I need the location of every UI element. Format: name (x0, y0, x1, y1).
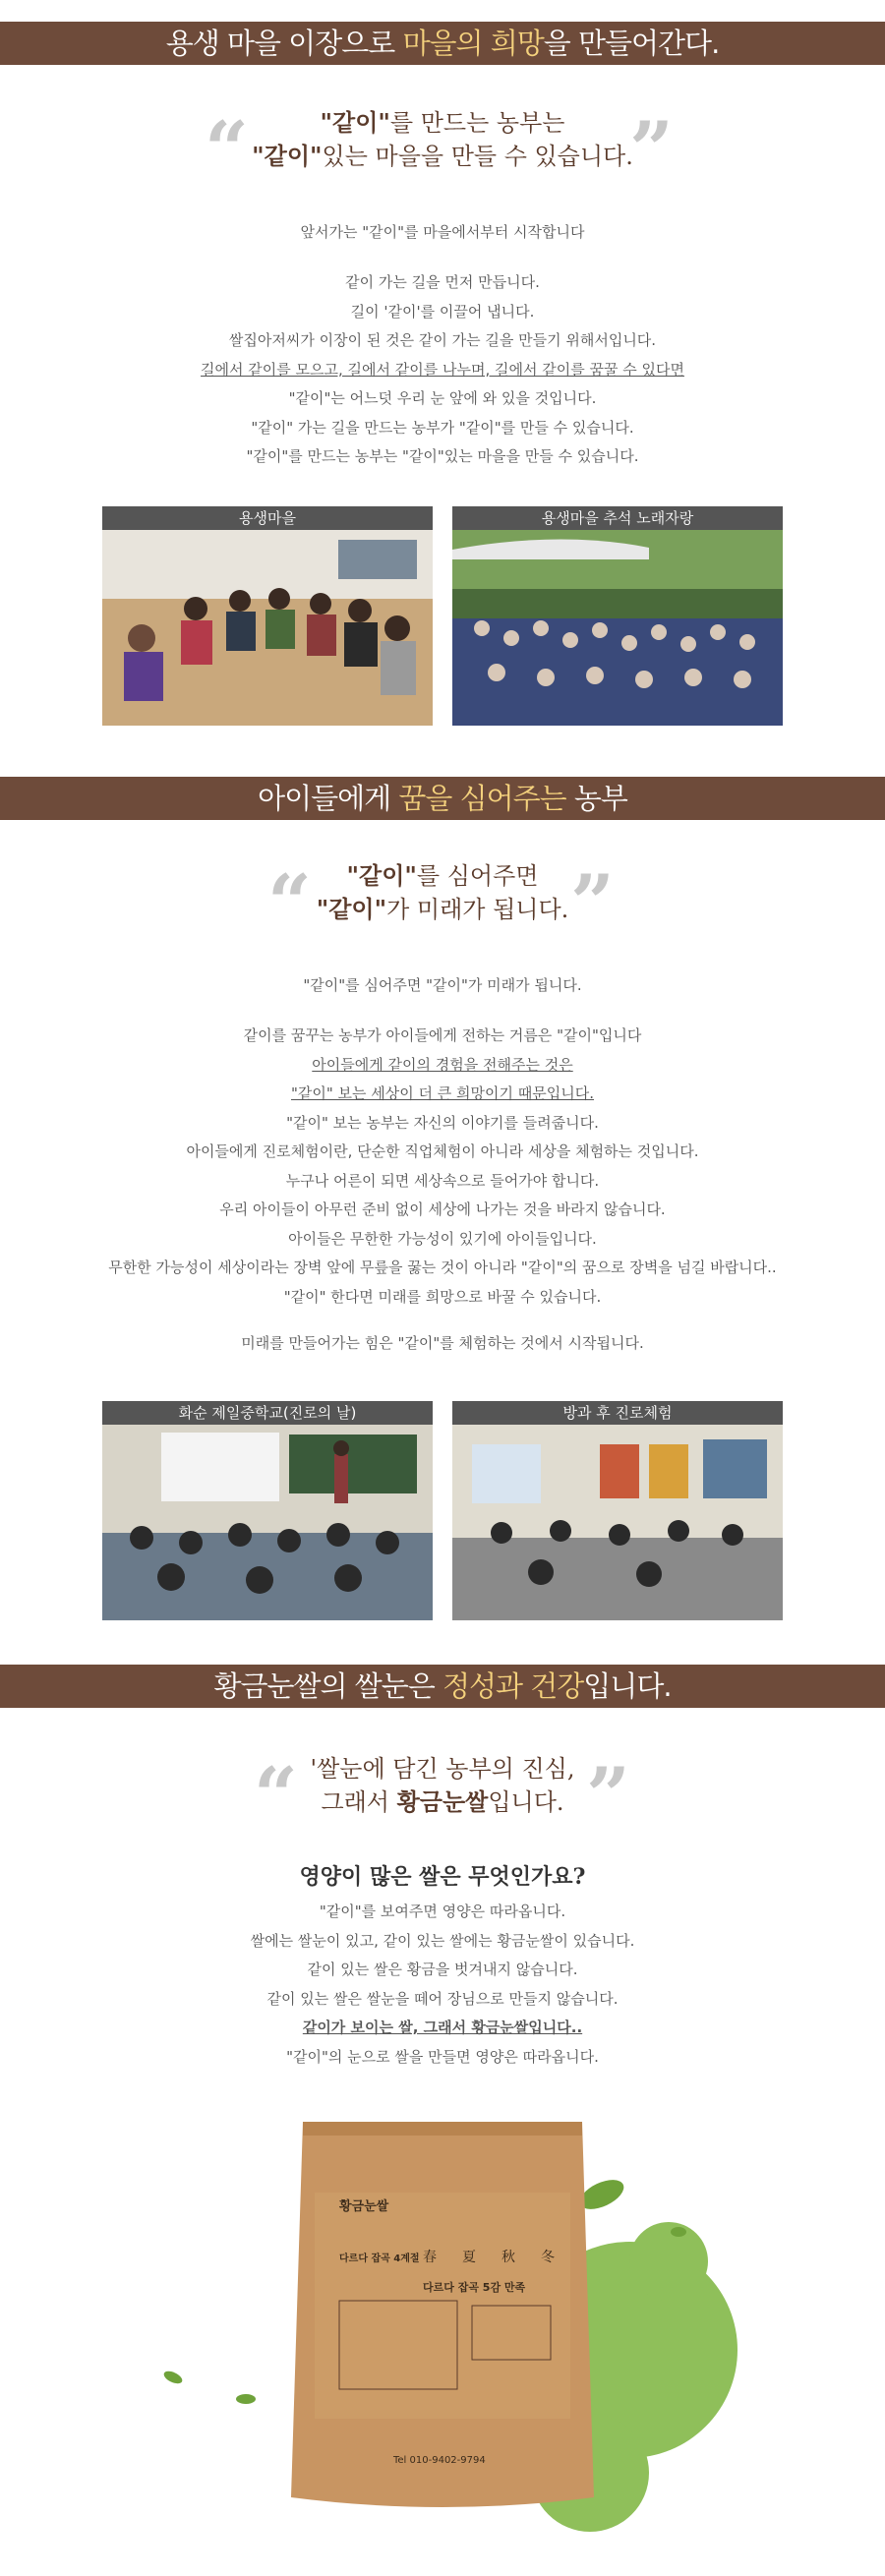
photo-caption: 용생마을 (102, 506, 433, 530)
band-text: 용생 마을 이장으로 (165, 27, 403, 60)
leaf-icon (236, 2394, 256, 2404)
photo-after-school-program (452, 1401, 783, 1620)
quote-line: "같이"가 미래가 됩니다. (316, 895, 569, 923)
quote-line: "같이"를 심어주면 (346, 861, 539, 890)
quote-line: '쌀눈에 담긴 농부의 진심, (310, 1755, 575, 1783)
leaf-icon (162, 2369, 184, 2386)
section3-title-band: 황금눈쌀의 쌀눈은 정성과 건강입니다. (0, 1665, 885, 1708)
open-quote-icon: “ (267, 858, 312, 948)
section2-body: 같이를 꿈꾸는 농부가 아이들에게 전하는 거름은 "같이"입니다 아이들에게 같이의 경험을 전해주는 것은 "같이" 보는 세상이 더 큰 희망이기 때문입니다. "같이" 보는 농부는 자신의 이야기를 들려줍니다. 아이들에게 진로체험이란, 단순한 직업체험이 아니라 세상을 체험하는 것입니다. 누구나 어른이 되면 세상속으로 들어가야 합니다. 우리 아이들이 아무런 준비 없이 세상에 나가는 것을 바라지 않습니다. 아이들은 무한한 가능성이 있기에 아이들입니다. 무한한 가능성이 세상이라는 장벽 앞에 무릎을 꿇는 것이 아니라 "같이"의 꿈으로 장벽을 넘길 바랍니다.. "같이" 한다면 미래를 희망으로 바꿀 수 있습니다. (108, 1026, 777, 1306)
section1-title-band (0, 22, 885, 65)
section2-quote (0, 858, 885, 948)
section2-title-band: 아이들에게 꿈을 심어주는 농부 (0, 777, 885, 820)
package-season-autumn: 秋 (502, 2250, 515, 2265)
photo-caption: 용생마을 추석 노래자랑 (452, 506, 783, 530)
photo-caption: 화순 제일중학교(진로의 날) (102, 1401, 433, 1425)
close-quote-icon: ” (629, 105, 674, 195)
band-text: 을 만들어간다. (543, 27, 720, 60)
section1-quote (0, 105, 885, 195)
section3-quote (0, 1751, 885, 1841)
quote-line: 그래서 황금눈쌀입니다. (321, 1787, 564, 1816)
photo-school-career-day (102, 1401, 433, 1620)
package-season-winter: 冬 (541, 2250, 555, 2265)
close-quote-icon: ” (570, 858, 615, 948)
section1-intro: 앞서가는 "같이"를 마을에서부터 시작합니다 (300, 223, 585, 241)
package-product-name: 다르다 잡곡 5감 만족 (423, 2281, 526, 2294)
quote-line: "같이"있는 마을을 만들 수 있습니다. (252, 142, 633, 170)
product-package-illustration (0, 2104, 885, 2537)
rice-bag (291, 2122, 594, 2507)
band-highlight: 정성과 건강 (442, 1669, 584, 1703)
section1-body: 같이 가는 길을 먼저 만듭니다. 길이 '같이'를 이끌어 냅니다. 쌀집아저씨가 이장이 된 것은 같이 가는 길을 만들기 위해서입니다. 길에서 같이를 모으고, 길에서 같이를 나누며, 길에서 같이를 꿈꿀 수 있다면 "같이"는 어느덧 우리 눈 앞에 와 있을 것입니다. "같이" 가는 길을 만드는 농부가 "같이"를 만들 수 있습니다. "같이"를 만드는 농부는 "같이"있는 마을을 만들 수 있습니다. (201, 273, 684, 465)
open-quote-icon: “ (205, 105, 249, 195)
package-season-spring: 春 (423, 2250, 437, 2265)
section2-intro: "같이"를 심어주면 "같이"가 미래가 됩니다. (303, 976, 582, 994)
package-brand: 황금눈쌀 (339, 2199, 389, 2214)
band-highlight: 꿈을 심어주는 (398, 782, 566, 815)
photo-caption: 방과 후 진로체험 (452, 1401, 783, 1425)
open-quote-icon: “ (254, 1751, 298, 1841)
section2-closing: 미래를 만들어가는 힘은 "같이"를 체험하는 것에서 시작됩니다. (241, 1334, 644, 1352)
section3-subheading: 영양이 많은 쌀은 무엇인가요? (299, 1864, 586, 1890)
package-tel: Tel 010-9402-9794 (393, 2455, 486, 2466)
package-seasons-label: 다르다 잡곡 4계절 (339, 2254, 420, 2264)
leaf-icon (671, 2227, 686, 2237)
photo-village-meeting (102, 506, 433, 726)
photo-village-festival (452, 506, 783, 726)
band-highlight: 마을의 희망 (402, 27, 544, 60)
package-season-summer: 夏 (462, 2250, 476, 2265)
section3-body: "같이"를 보여주면 영양은 따라옵니다. 쌀에는 쌀눈이 있고, 같이 있는 쌀에는 황금눈쌀이 있습니다. 같이 있는 쌀은 황금을 벗겨내지 않습니다. 같이 있는 쌀은 쌀눈을 떼어 장님으로 만들지 않습니다. 같이가 보이는 쌀, 그래서 황금눈쌀입니다.. "같이"의 눈으로 쌀을 만들면 영양은 따라옵니다. (250, 1903, 635, 2066)
close-quote-icon: ” (586, 1751, 630, 1841)
quote-line: "같이"를 만드는 농부는 (320, 108, 565, 137)
